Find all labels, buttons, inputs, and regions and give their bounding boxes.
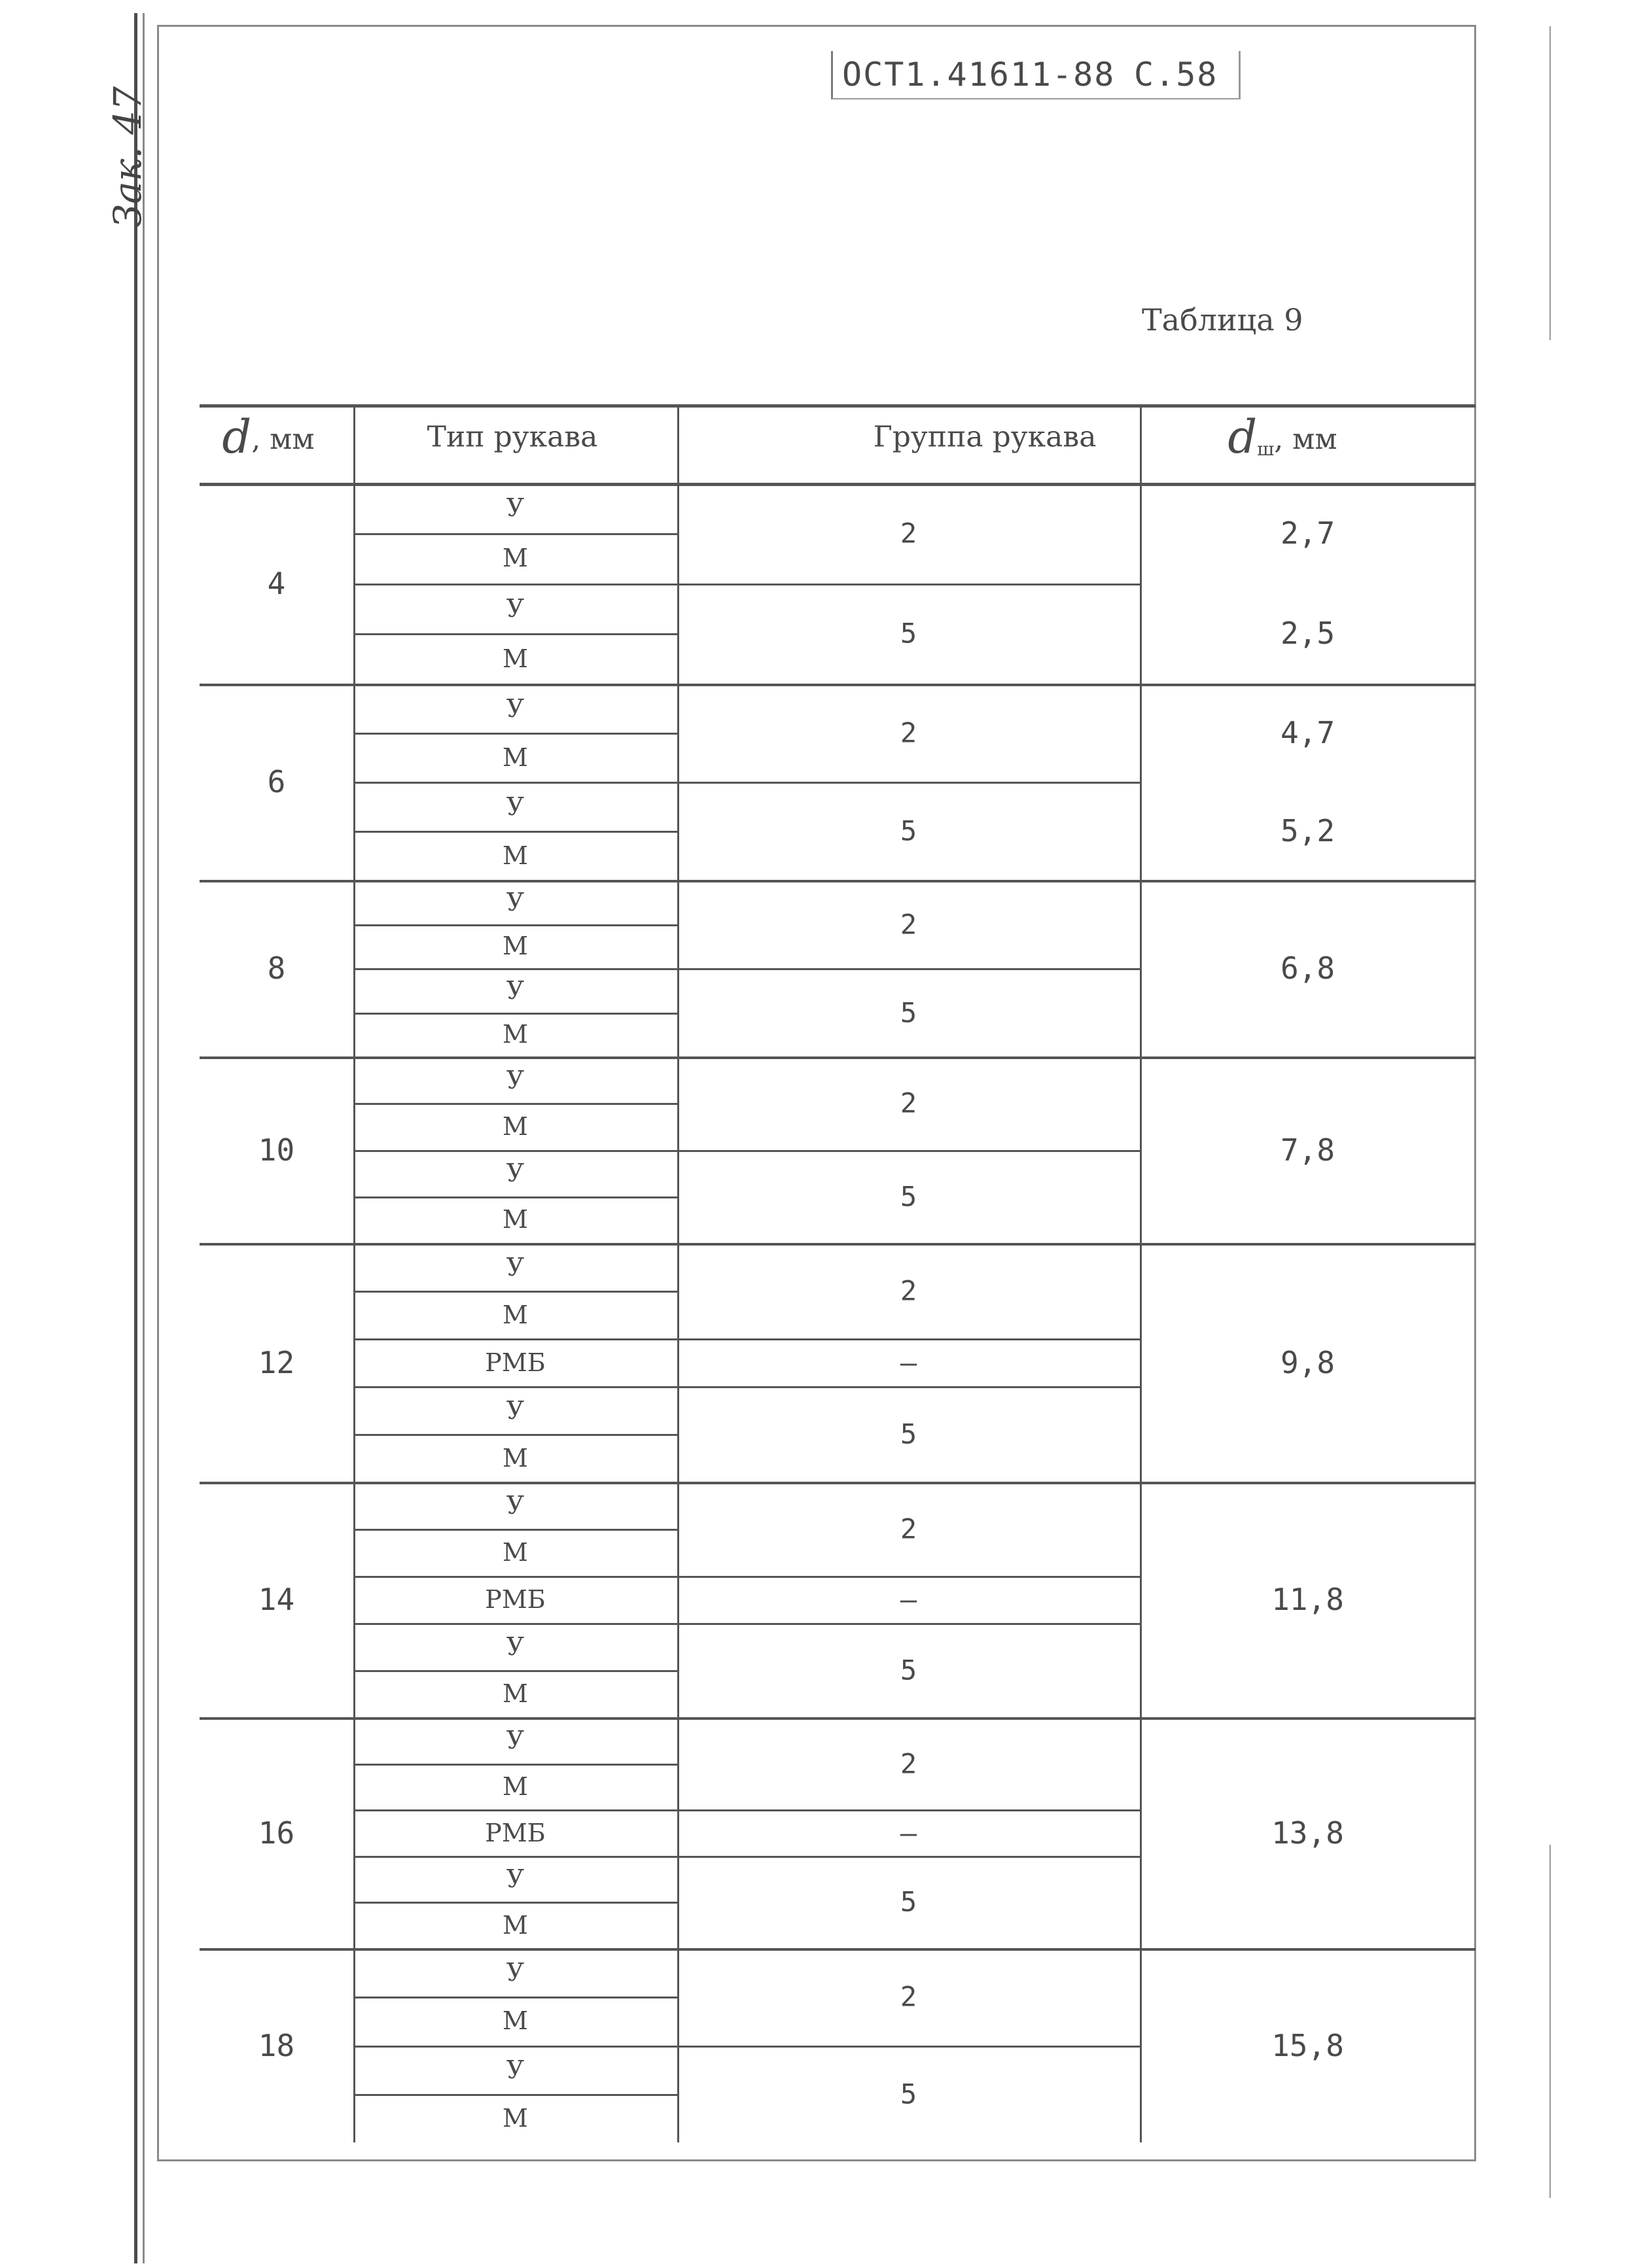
header-group: Группа рукава [873, 420, 1097, 454]
type-rule [353, 1150, 677, 1152]
d-value: 12 [258, 1344, 295, 1380]
type-value: М [503, 1300, 528, 1329]
header-dsh [1228, 410, 1337, 464]
type-value: М [503, 1771, 528, 1801]
binding-line-inner [143, 13, 145, 2263]
type-rule [353, 968, 677, 970]
type-rule [353, 733, 677, 735]
d-value: 14 [258, 1582, 295, 1617]
group-value: 2 [900, 716, 917, 749]
type-value: М [503, 2006, 528, 2036]
d-value: 18 [258, 2027, 295, 2063]
type-value: РМБ [485, 1585, 546, 1614]
group-value: 5 [900, 1180, 917, 1213]
dsh-value: 2,7 [1280, 515, 1335, 551]
type-value: У [506, 1065, 525, 1094]
type-rule [353, 633, 677, 635]
type-value: У [506, 693, 525, 723]
type-value: М [503, 1538, 528, 1567]
type-rule [353, 782, 677, 784]
block-rule [200, 1717, 1476, 1720]
type-value: М [503, 1205, 528, 1234]
type-rule [353, 1196, 677, 1198]
d-value: 8 [267, 951, 286, 986]
type-rule [353, 1856, 677, 1858]
type-value: РМБ [485, 1348, 546, 1377]
group-rule [677, 2046, 1140, 2048]
block-rule [200, 684, 1476, 686]
type-value: У [506, 493, 525, 523]
dsh-value: 4,7 [1280, 715, 1335, 750]
type-value: У [506, 887, 525, 916]
block-rule [200, 1243, 1476, 1246]
dsh-value: 15,8 [1271, 2027, 1344, 2063]
type-rule [353, 1103, 677, 1105]
group-value: 2 [900, 1512, 917, 1545]
dsh-symbol: d [1228, 410, 1258, 464]
type-rule [353, 1764, 677, 1766]
type-value: У [506, 1632, 525, 1661]
binding-line [134, 13, 137, 2263]
table-caption: Таблица 9 [1142, 302, 1303, 338]
type-rule [353, 1434, 677, 1436]
block-rule [200, 880, 1476, 882]
group-rule [677, 1809, 1140, 1811]
dsh-value: 13,8 [1271, 1815, 1344, 1851]
right-edge-mark [1549, 26, 1551, 340]
type-rule [353, 1291, 677, 1293]
group-rule [677, 1856, 1140, 1858]
type-value: М [503, 1679, 528, 1708]
dsh-value: 7,8 [1280, 1132, 1335, 1168]
group-value: – [900, 1346, 917, 1378]
group-rule [677, 1150, 1140, 1152]
page-number: С.58 [1134, 56, 1218, 94]
group-value: 5 [900, 814, 917, 847]
type-value: У [506, 2055, 525, 2084]
group-value: 2 [900, 1274, 917, 1307]
block-rule [200, 1948, 1476, 1951]
type-value: РМБ [485, 1818, 546, 1847]
type-value: У [506, 1159, 525, 1188]
header-top-rule [200, 404, 1476, 408]
column-rule [353, 404, 355, 2142]
dsh-value: 2,5 [1280, 616, 1335, 652]
group-rule [677, 1576, 1140, 1578]
type-rule [353, 2046, 677, 2048]
d-value: 4 [267, 565, 286, 601]
type-rule [353, 2094, 677, 2096]
group-rule [677, 1386, 1140, 1388]
group-value: 5 [900, 1654, 917, 1686]
type-rule [353, 1529, 677, 1531]
type-rule [353, 831, 677, 833]
type-value: У [506, 792, 525, 821]
type-value: М [503, 932, 528, 961]
group-value: 2 [900, 908, 917, 940]
document-code: ОСТ1.41611-88 [842, 56, 1116, 94]
type-rule [353, 1623, 677, 1625]
group-value: 5 [900, 1885, 917, 1918]
group-rule [677, 968, 1140, 970]
type-value: М [503, 742, 528, 772]
type-value: М [503, 1111, 528, 1141]
type-value: У [506, 1958, 525, 1987]
document-code-block [831, 51, 1241, 99]
group-value: 2 [900, 517, 917, 550]
header-d [222, 410, 314, 464]
type-value: М [503, 2103, 528, 2133]
column-rule [1140, 404, 1142, 2142]
header-bottom-rule [200, 483, 1476, 486]
d-value: 6 [267, 764, 286, 799]
group-value: 2 [900, 1087, 917, 1119]
d-value: 10 [258, 1132, 295, 1168]
header-type: Тип рукава [427, 420, 598, 454]
type-rule [353, 1997, 677, 1998]
type-rule [353, 1338, 677, 1340]
type-rule [353, 1670, 677, 1672]
dsh-subscript: ш [1257, 438, 1275, 460]
type-value: М [503, 1020, 528, 1049]
group-value: 5 [900, 996, 917, 1028]
dsh-value: 9,8 [1280, 1344, 1335, 1380]
type-rule [353, 924, 677, 926]
type-value: У [506, 1395, 525, 1425]
block-rule [200, 1056, 1476, 1059]
block-rule [200, 1482, 1476, 1484]
group-rule [677, 1338, 1140, 1340]
d-value: 16 [258, 1815, 295, 1851]
type-value: М [503, 644, 528, 673]
group-value: – [900, 1583, 917, 1616]
group-value: 5 [900, 1418, 917, 1450]
type-value: У [506, 593, 525, 623]
group-rule [677, 782, 1140, 784]
type-value: М [503, 841, 528, 870]
right-edge-mark-lower [1549, 1845, 1551, 2198]
group-value: 2 [900, 1747, 917, 1780]
type-value: У [506, 1864, 525, 1894]
type-rule [353, 584, 677, 585]
margin-stamp: Зак. 47 [105, 86, 150, 228]
type-value: У [506, 1491, 525, 1520]
group-rule [677, 1623, 1140, 1625]
d-symbol: d [222, 410, 252, 464]
type-value: У [506, 1252, 525, 1282]
type-value: У [506, 1726, 525, 1755]
dsh-unit: , мм [1274, 423, 1337, 456]
type-value: У [506, 975, 525, 1005]
group-value: – [900, 1817, 917, 1849]
type-rule [353, 1576, 677, 1578]
group-value: 5 [900, 2078, 917, 2110]
type-rule [353, 1386, 677, 1388]
type-rule [353, 1809, 677, 1811]
type-value: М [503, 1443, 528, 1473]
group-value: 5 [900, 617, 917, 650]
type-rule [353, 1902, 677, 1904]
dsh-value: 5,2 [1280, 813, 1335, 848]
type-value: М [503, 1910, 528, 1940]
dsh-value: 11,8 [1271, 1582, 1344, 1617]
group-value: 2 [900, 1980, 917, 2013]
type-rule [353, 533, 677, 535]
column-rule [677, 404, 679, 2142]
d-unit: , мм [251, 423, 315, 456]
type-rule [353, 1013, 677, 1015]
group-rule [677, 584, 1140, 585]
dsh-value: 6,8 [1280, 951, 1335, 986]
type-value: М [503, 544, 528, 573]
